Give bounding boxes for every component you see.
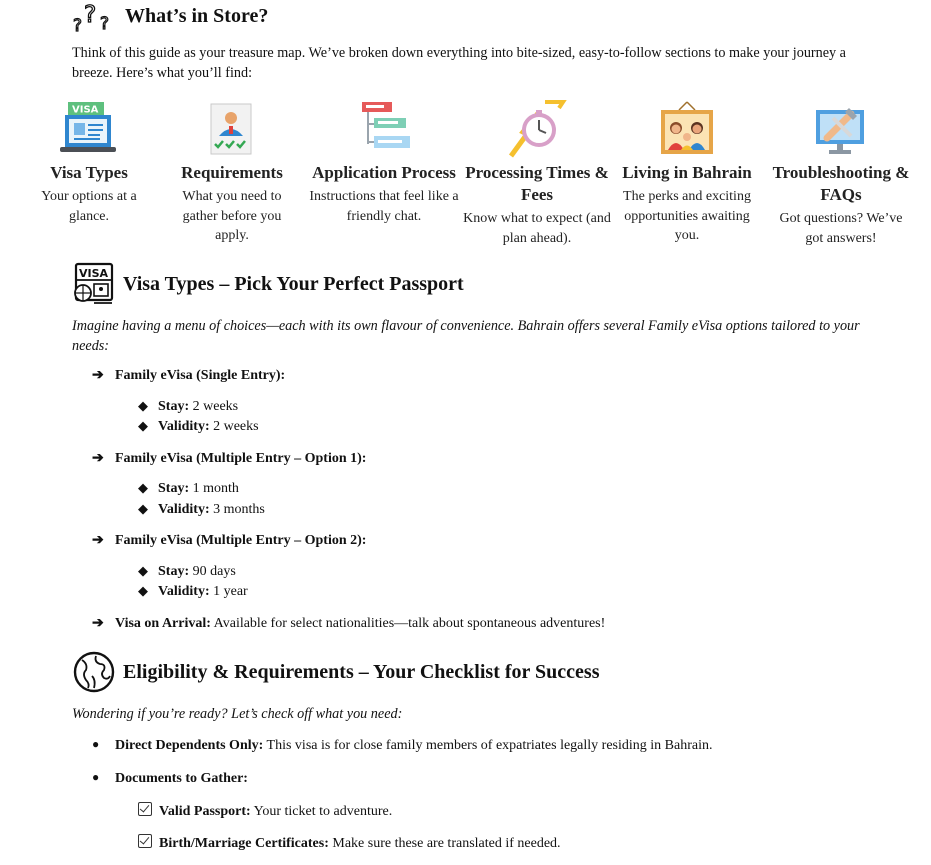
card-application-process[interactable] xyxy=(309,98,459,226)
diamond-bullet-icon: ◆ xyxy=(138,418,148,433)
visa-option-name: Family eVisa (Multiple Entry – Option 2): xyxy=(115,533,367,548)
documents-checklist xyxy=(92,802,892,853)
svg-text:?: ? xyxy=(84,2,97,28)
guide-cards xyxy=(14,98,930,248)
section-intro: Wondering if you’re ready? Let’s check off what you need: xyxy=(72,706,403,722)
checklist-item: Valid Passport: Your ticket to adventure. xyxy=(138,802,892,822)
diamond-bullet-icon: ◆ xyxy=(138,397,148,413)
card-description: Your options at a glance. xyxy=(41,189,137,224)
arrow-bullet-icon: ➔ xyxy=(92,615,104,631)
svg-text:?: ? xyxy=(73,16,83,34)
diamond-bullet-icon: ◆ xyxy=(138,583,148,598)
visa-laptop-icon xyxy=(59,100,119,158)
bullet-icon: ● xyxy=(92,769,100,784)
card-title: Troubleshooting & FAQs xyxy=(772,163,910,204)
visa-option xyxy=(92,449,892,520)
checklist-item: Birth/Marriage Certificates: Make sure these are translated if needed. xyxy=(138,834,892,854)
card-description: What you need to gather before you apply. xyxy=(182,189,282,243)
application-flowchart-icon xyxy=(354,100,414,158)
family-portrait-icon xyxy=(657,100,717,158)
stopwatch-icon xyxy=(507,100,567,158)
visa-validity: ◆ Validity: 3 months xyxy=(138,500,265,517)
card-description: Know what to expect (and plan ahead). xyxy=(463,211,611,246)
visa-option xyxy=(92,531,892,602)
section-title: Visa Types – Pick Your Perfect Passport xyxy=(123,272,464,295)
diamond-bullet-icon: ◆ xyxy=(138,500,148,516)
visa-stay: ◆ Stay: 1 month xyxy=(138,480,239,496)
diamond-bullet-icon: ◆ xyxy=(138,480,148,495)
visa-option-name: Family eVisa (Multiple Entry – Option 1): xyxy=(115,450,367,466)
diamond-bullet-icon: ◆ xyxy=(138,562,148,578)
section-heading-visa-types xyxy=(72,262,464,306)
bullet-icon: ● xyxy=(92,737,100,751)
arrow-bullet-icon: ➔ xyxy=(92,533,104,548)
tools-monitor-icon xyxy=(811,100,871,158)
svg-text:VISA: VISA xyxy=(72,104,99,116)
visa-stay: ◆ Stay: 2 weeks xyxy=(138,397,239,414)
checkbox-icon xyxy=(138,802,152,816)
card-title: Living in Bahrain xyxy=(622,163,752,182)
arrow-bullet-icon: ➔ xyxy=(92,368,104,383)
card-title: Requirements xyxy=(181,163,283,182)
section-heading-eligibility xyxy=(72,650,599,694)
arrow-bullet-icon: ➔ xyxy=(92,450,104,466)
card-description: Instructions that feel like a friendly chat. xyxy=(309,189,459,224)
section-heading-whats-in-store xyxy=(72,0,268,34)
card-requirements[interactable] xyxy=(157,98,307,246)
visa-option-name: Family eVisa (Single Entry): xyxy=(115,368,286,383)
card-description: The perks and exciting opportunities awaiting you. xyxy=(623,189,751,243)
card-troubleshooting-faqs[interactable] xyxy=(766,98,916,248)
card-description: Got questions? We’ve got answers! xyxy=(779,211,903,246)
checkbox-icon xyxy=(138,834,152,848)
section-title: What’s in Store? xyxy=(125,4,269,27)
visa-option-arrival: ➔ Visa on Arrival: Available for select nationalities—talk about spontaneous adventures! xyxy=(92,614,892,634)
svg-text:?: ? xyxy=(100,14,110,34)
visa-validity: ◆ Validity: 2 weeks xyxy=(138,418,259,434)
visa-stamp-icon xyxy=(72,262,116,306)
visa-stay: ◆ Stay: 90 days xyxy=(138,562,236,579)
card-title: Application Process xyxy=(312,163,456,182)
visa-options-list xyxy=(92,366,892,645)
globe-icon xyxy=(72,650,116,694)
section-intro: Think of this guide as your treasure map. We’ve broken down everything into bite-sized, easy-to-follow sections to make your journey a breeze. Here’s what you’ll find: xyxy=(72,45,846,81)
section-intro: Imagine having a menu of choices—each with its own flavour of convenience. Bahrain offers several Family eVisa options tailored to your needs: xyxy=(72,318,860,354)
requirements-list xyxy=(92,735,892,865)
card-living-in-bahrain[interactable] xyxy=(612,98,762,246)
card-title: Visa Types xyxy=(50,163,128,182)
visa-validity: ◆ Validity: 1 year xyxy=(138,583,248,599)
card-processing-times-fees[interactable] xyxy=(462,98,612,248)
requirements-checklist-icon xyxy=(207,100,257,158)
question-marks-icon xyxy=(72,0,118,34)
card-title: Processing Times & Fees xyxy=(465,163,609,204)
card-visa-types[interactable] xyxy=(14,98,164,226)
svg-text:VISA: VISA xyxy=(79,267,109,280)
list-item: ● Documents to Gather: Valid Passport: Your ticket to adventure. Birth/Marriage Certificates: Make sure these are translated if needed. xyxy=(92,768,892,854)
list-item: ● Direct Dependents Only: This visa is for close family members of expatriates legally residing in Bahrain. xyxy=(92,737,713,753)
section-title: Eligibility & Requirements – Your Checklist for Success xyxy=(123,660,600,683)
visa-option xyxy=(92,366,892,437)
